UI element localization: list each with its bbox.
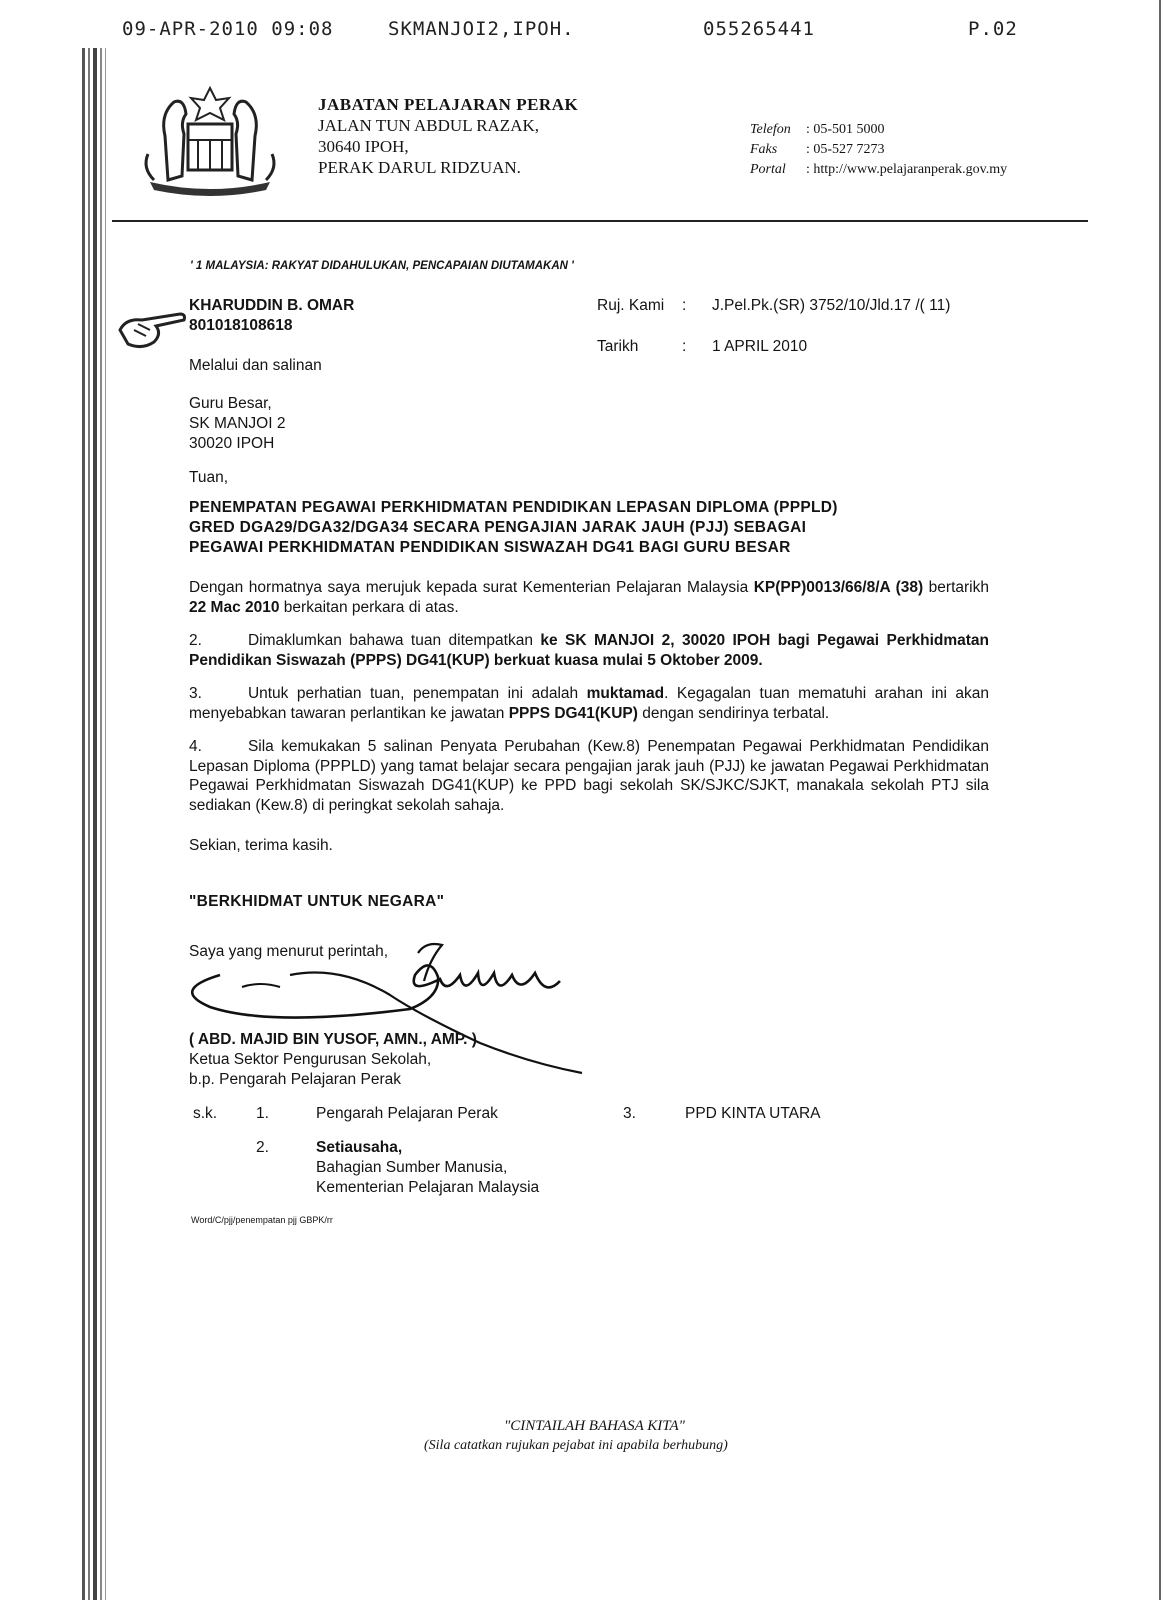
file-reference: Word/C/pjj/penempatan pjj GBPK/rr — [191, 1215, 333, 1225]
address-line-2: 30640 IPOH, — [318, 137, 409, 156]
cc-item-2-line-3: Kementerian Pelajaran Malaysia — [316, 1179, 540, 1196]
signatory-title: Ketua Sektor Pengurusan Sekolah, — [189, 1051, 432, 1068]
subject-line-1: PENEMPATAN PEGAWAI PERKHIDMATAN PENDIDIKAN LEPASAN DIPLOMA (PPPLD) — [189, 499, 838, 516]
subject-line-3: PEGAWAI PERKHIDMATAN PENDIDIKAN SISWAZAH DG41 BAGI GURU BESAR — [189, 539, 791, 556]
department-name: JABATAN PELAJARAN PERAK — [318, 95, 579, 114]
recipient-name: KHARUDDIN B. OMAR — [189, 297, 355, 314]
tarikh-value: 1 APRIL 2010 — [712, 338, 808, 355]
ruj-label: Ruj. Kami — [597, 297, 665, 314]
paragraph-1 — [189, 578, 989, 617]
p1-date: 22 Mac 2010 — [189, 598, 280, 616]
p1-text-b: bertarikh — [923, 579, 989, 596]
p3-text-d: PPPS DG41(KUP) — [508, 704, 638, 722]
tarikh-label: Tarikh — [597, 338, 639, 355]
cc-label: s.k. — [193, 1105, 218, 1122]
p3-text-b: muktamad — [586, 685, 665, 702]
letterhead-contact — [750, 120, 1007, 180]
recipient-address-3: 30020 IPOH — [189, 435, 275, 452]
address-line-3: PERAK DARUL RIDZUAN. — [318, 158, 521, 177]
signatory-behalf: b.p. Pengarah Pelajaran Perak — [189, 1071, 401, 1088]
cc-item-3-number: 3. — [623, 1105, 636, 1122]
letterhead-address — [318, 94, 578, 178]
portal-label: Portal — [750, 162, 786, 177]
cc-item-2-line-2: Bahagian Sumber Manusia, — [316, 1159, 508, 1176]
p1-text-c: berkaitan perkara di atas. — [279, 598, 459, 616]
ruj-separator: : — [682, 297, 687, 314]
recipient-address-2: SK MANJOI 2 — [189, 415, 286, 432]
fax-datetime: 09-APR-2010 09:08 — [122, 18, 334, 40]
motto: "BERKHIDMAT UNTUK NEGARA" — [189, 893, 445, 910]
p3-text-c: . Kegagalan tuan mematuhi arahan ini akan menyebabkan tawaran perlantikan ke jawatan — [189, 685, 990, 722]
closing: Sekian, terima kasih. — [189, 837, 333, 854]
paragraph-4 — [189, 737, 989, 815]
faks-value: : 05-527 7273 — [806, 142, 885, 157]
p1-text-a: Dengan hormatnya saya merujuk kepada surat Kementerian Pelajaran Malaysia — [189, 579, 754, 596]
fax-number: 055265441 — [703, 18, 815, 40]
p1-reference: KP(PP)0013/66/8/A (38) — [753, 579, 924, 596]
coat-of-arms-emblem — [140, 84, 280, 196]
cc-item-2-line-1: Setiausaha, — [316, 1139, 403, 1156]
tarikh-separator: : — [682, 338, 687, 355]
cc-item-3-text: PPD KINTA UTARA — [685, 1105, 821, 1122]
letterhead-divider — [112, 220, 1088, 222]
recipient-id: 801018108618 — [189, 317, 293, 334]
paragraph-3 — [189, 684, 989, 723]
address-line-1: JALAN TUN ABDUL RAZAK, — [318, 116, 539, 135]
slogan: ' 1 MALAYSIA: RAKYAT DIDAHULUKAN, PENCAPAIAN DIUTAMAKAN ' — [190, 260, 574, 272]
salutation: Tuan, — [189, 469, 229, 486]
telefon-label: Telefon — [750, 122, 791, 137]
p4-number: 4. — [189, 738, 202, 755]
telefon-value: : 05-501 5000 — [806, 122, 885, 137]
ruj-value: J.Pel.Pk.(SR) 3752/10/Jld.17 /( 11) — [712, 297, 951, 314]
p3-text-e: dengan sendirinya terbatal. — [637, 704, 830, 722]
subject-line-2: GRED DGA29/DGA32/DGA34 SECARA PENGAJIAN JARAK JAUH (PJJ) SEBAGAI — [189, 519, 807, 536]
p2-text-a: Dimaklumkan bahawa tuan ditempatkan — [247, 632, 541, 649]
p4-text: Sila kemukakan 5 salinan Penyata Perubahan (Kew.8) Penempatan Pegawai Perkhidmatan Pendidikan Lepasan Diploma (PPPLD) yang tamat belajar secara pengajian jarak jauh (PJJ) ke jawatan Pegawai Perkhidmatan Pegawai Perkhidmatan Siswazah DG41(KUP) ke PPD bagi sekolah SK/SJKC/SJKT, manakala sekolah PTJ sila sediakan (Kew.8) di peringkat sekolah sahaja. — [189, 738, 989, 814]
signoff-line: Saya yang menurut perintah, — [189, 943, 389, 960]
via-line: Melalui dan salinan — [189, 357, 322, 374]
fax-sender: SKMANJOI2,IPOH. — [388, 18, 575, 40]
scan-right-edge — [1159, 0, 1161, 1600]
fax-page: P.02 — [968, 18, 1018, 40]
footer-note: (Sila catatkan rujukan pejabat ini apabila berhubung) — [424, 1438, 728, 1453]
portal-value: : http://www.pelajaranperak.gov.my — [806, 162, 1008, 177]
footer-slogan: "CINTAILAH BAHASA KITA" — [504, 1418, 685, 1434]
p3-number: 3. — [189, 685, 202, 702]
p3-text-a: Untuk perhatian tuan, penempatan ini adalah — [247, 685, 587, 702]
p2-number: 2. — [189, 632, 202, 649]
cc-item-1-text: Pengarah Pelajaran Perak — [316, 1105, 498, 1122]
p2-text-b: ke SK MANJOI 2, 30020 IPOH bagi Pegawai Perkhidmatan Pendidikan Siswazah (PPPS) DG41(KUP) berkuat kuasa mulai 5 Oktober 2009. — [189, 632, 989, 669]
cc-item-1-number: 1. — [256, 1105, 269, 1122]
faks-label: Faks — [750, 142, 778, 157]
signatory-name: ( ABD. MAJID BIN YUSOF, AMN., AMP. ) — [189, 1031, 477, 1048]
pointing-hand-mark — [116, 300, 190, 352]
recipient-address-1: Guru Besar, — [189, 395, 272, 412]
paragraph-2 — [189, 631, 989, 670]
cc-item-2-number: 2. — [256, 1139, 269, 1156]
